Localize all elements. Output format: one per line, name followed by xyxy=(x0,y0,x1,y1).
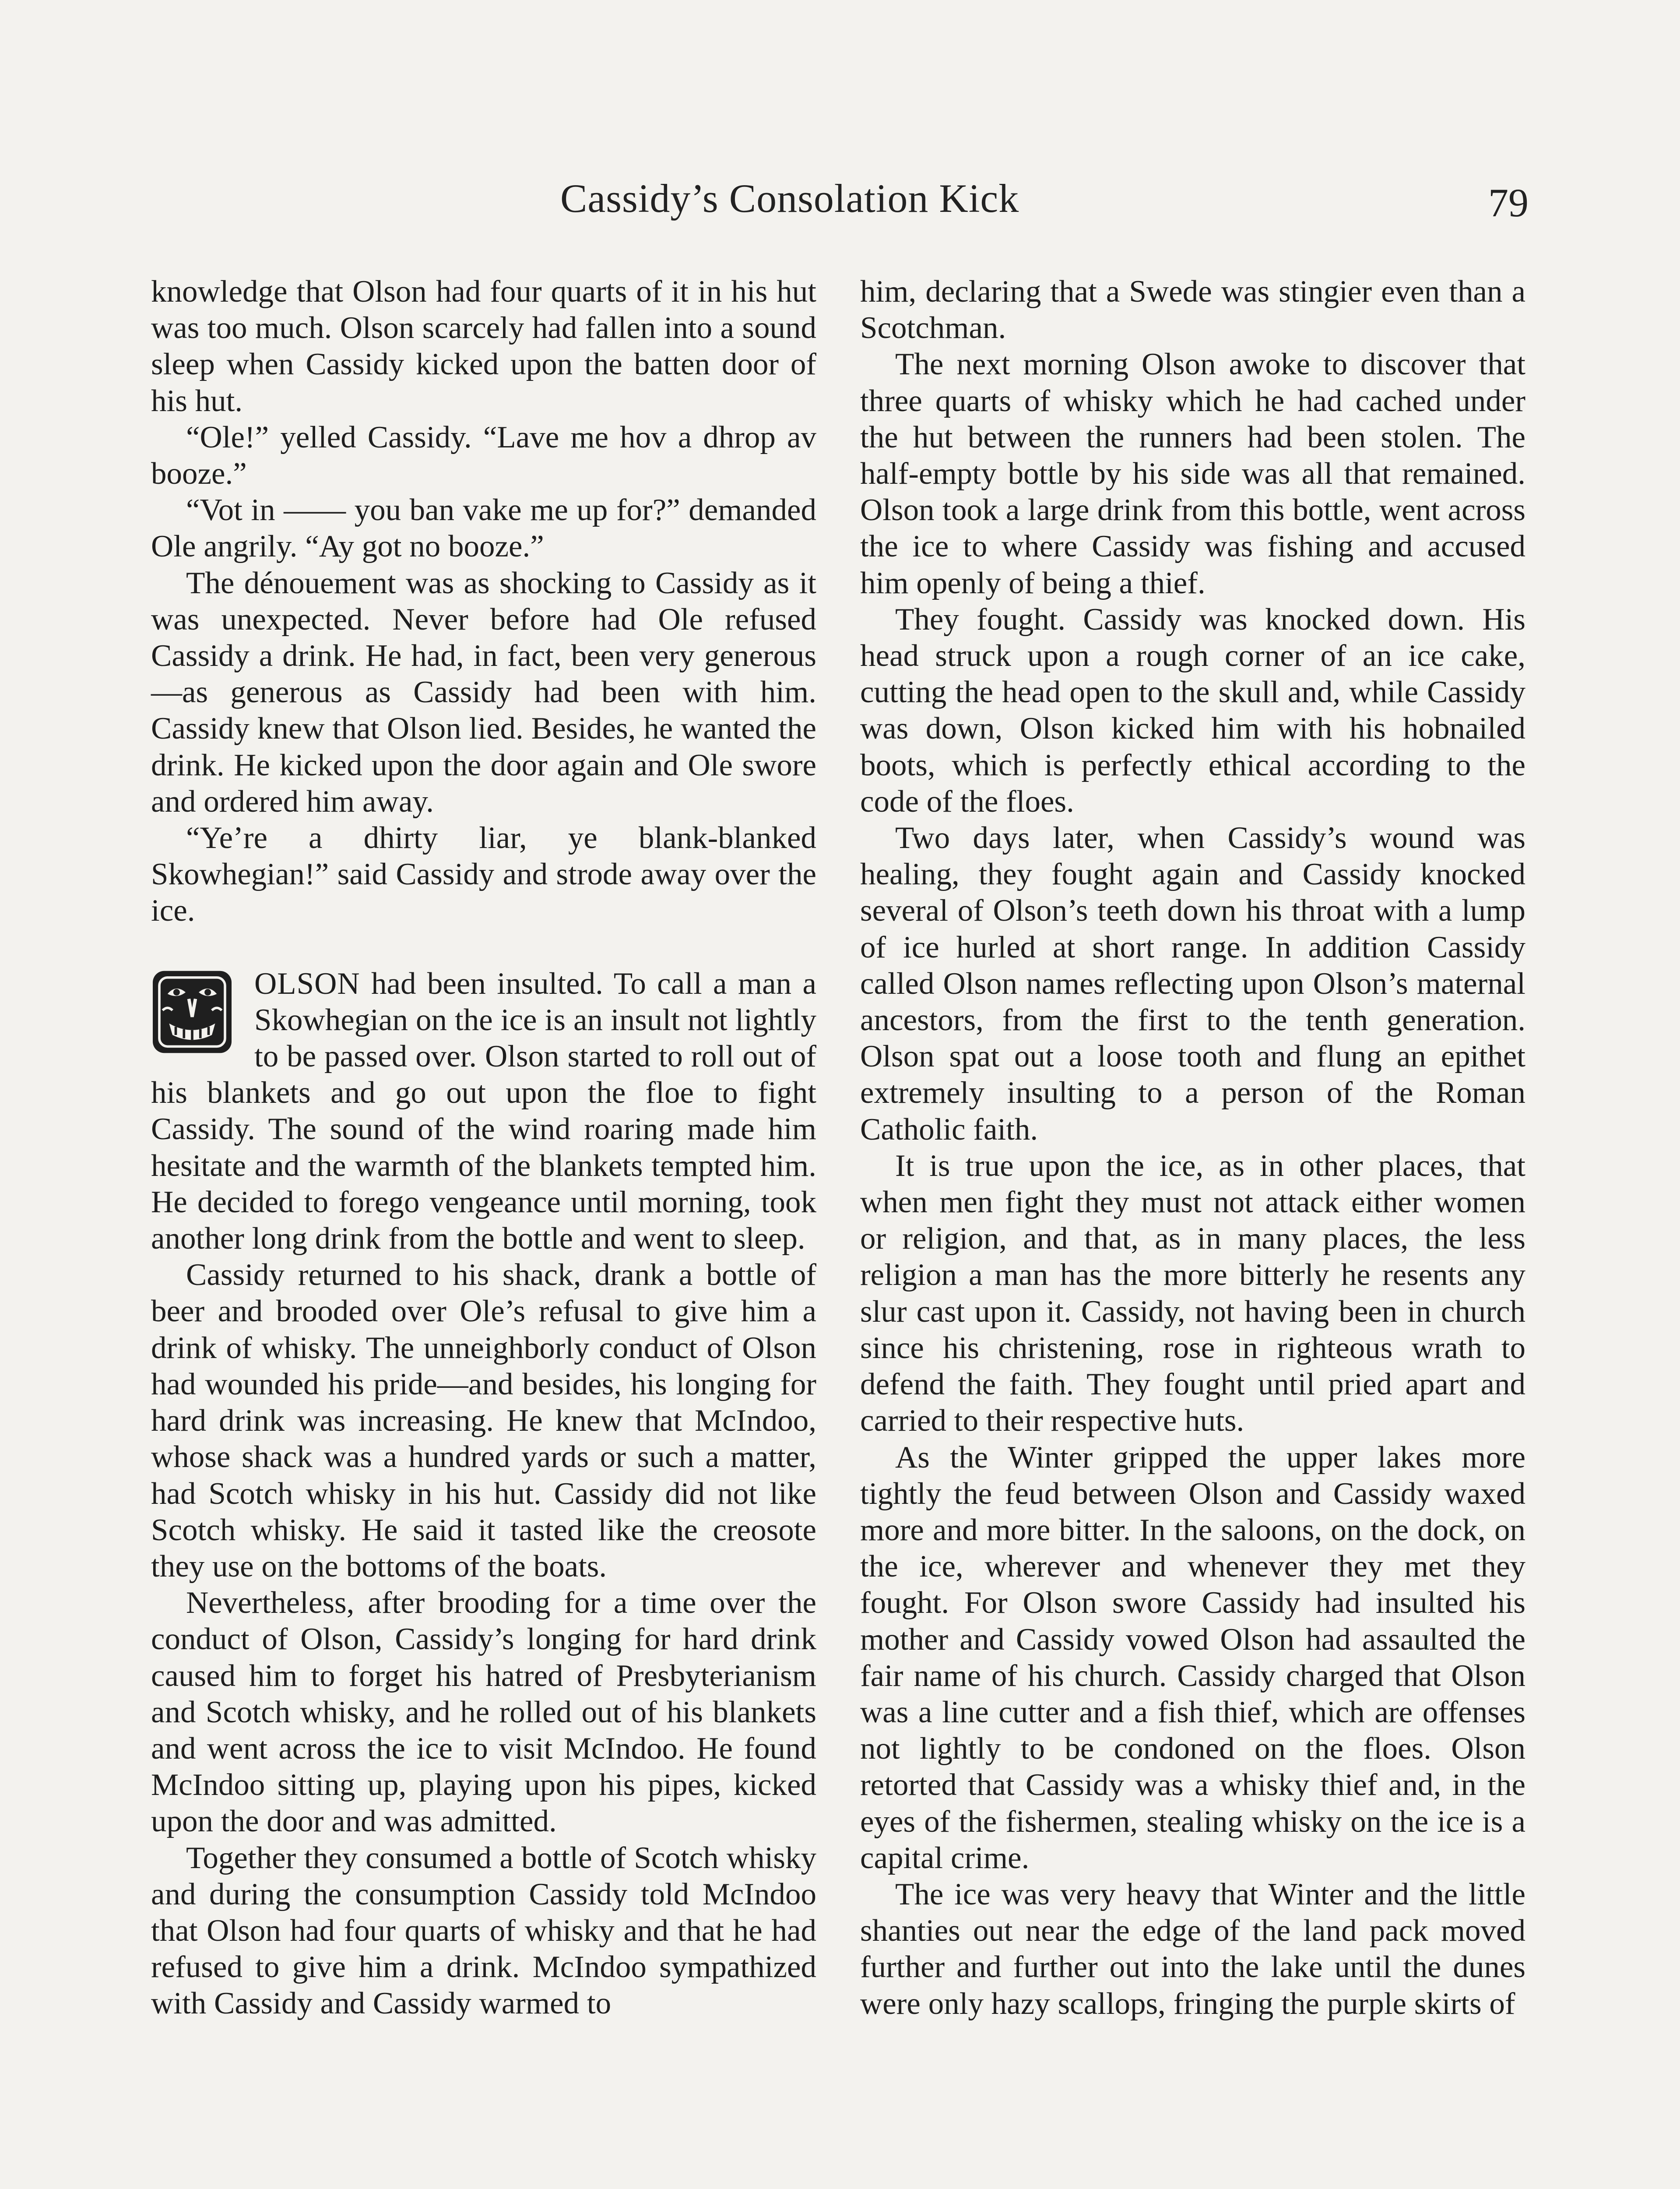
paragraph: Together they consumed a bottle of Scotch whisky and during the consumption Cassidy told McIndoo that Olson had four quarts of whisky and that he had refused to give him a drink. McIndoo sympathized with Cassidy and Cassidy warmed to xyxy=(151,1841,816,2021)
paragraph: him, declaring that a Swede was stingier even than a Scotchman. xyxy=(860,275,1525,345)
paragraph: Cassidy returned to his shack, drank a bottle of beer and brooded over Ole’s refusal to give him a drink of whisky. The unneighborly conduct of Olson had wounded his pride—and besides, his longing for hard drink was increasing. He knew that McIndoo, whose shack was a hundred yards or such a matter, had Scotch whisky in his hut. Cassidy did not like Scotch whisky. He said it tasted like the creosote they use on the bottoms of the boats. xyxy=(151,1258,816,1584)
paragraph: “Ole!” yelled Cassidy. “Lave me hov a dhrop av booze.” xyxy=(151,420,816,491)
paragraph: knowledge that Olson had four quarts of it in his hut was too much. Olson scarcely had fallen into a sound sleep when Cassidy kicked upon the batten door of his hut. xyxy=(151,275,816,418)
paragraph: The next morning Olson awoke to discover that three quarts of whisky which he had cached under the hut between the runners had been stolen. The half-empty bottle by his side was all that remained. Olson took a large drink from this bottle, went across the ice to where Cassidy was fishing and accused him openly of being a thief. xyxy=(860,347,1525,600)
left-column xyxy=(151,274,816,2022)
paragraph: It is true upon the ice, as in other places, that when men fight they must not attack either women or religion, and that, as in many places, the less religion a man has the more bitterly he resents any slur cast upon it. Cassidy, not having been in church since his christening, rose in righteous wrath to defend the faith. They fought until pried apart and carried to their respective huts. xyxy=(860,1148,1525,1438)
right-column xyxy=(860,274,1525,2022)
section-opening xyxy=(151,966,816,1257)
paragraph: Nevertheless, after brooding for a time over the conduct of Olson, Cassidy’s longing for hard drink caused him to forget his hatred of Presbyterianism and Scotch whisky, and he rolled out of his blankets and went across the ice to visit McIndoo. He found McIndoo sitting up, playing upon his pipes, kicked upon the door and was admitted. xyxy=(151,1586,816,1839)
paragraph: They fought. Cassidy was knocked down. His head struck upon a rough corner of an ice cake, cutting the head open to the skull and, while Cassidy was down, Olson kicked him with his hobnailed boots, which is perfectly ethical according to the code of the floes. xyxy=(860,602,1525,819)
totem-face-icon xyxy=(151,969,233,1055)
paragraph-text: had been insulted. To call a man a Skowhegian on the ice is an insult not lightly to be passed over. Olson started to roll out of his blankets and go out upon the floe to fight Cassidy. The sound of the wind roaring made him hesitate and the warmth of the blankets tempted him. He decided to forego vengeance until morning, took another long drink from the bottle and went to sleep. xyxy=(151,966,816,1256)
running-title: Cassidy’s Consolation Kick xyxy=(560,176,1019,221)
drop-lead-word: OLSON xyxy=(254,966,360,1001)
paragraph: As the Winter gripped the upper lakes more tightly the feud between Olson and Cassidy waxed more and more bitter. In the saloons, on the dock, on the ice, wherever and whenever they met they fought. For Olson swore Cassidy had insulted his mother and Cassidy vowed Olson had assaulted the fair name of his church. Cassidy charged that Olson was a line cutter and a fish thief, which are offenses not lightly to be condoned on the floes. Olson retorted that Cassidy was a whisky thief and, in the eyes of the fishermen, stealing whisky on the ice is a capital crime. xyxy=(860,1440,1525,1875)
paragraph: “Vot in —— you ban vake me up for?” demanded Ole angrily. “Ay got no booze.” xyxy=(151,493,816,564)
paragraph xyxy=(151,966,816,1257)
page-number: 79 xyxy=(1488,180,1529,225)
paragraph: The ice was very heavy that Winter and the little shanties out near the edge of the land pack moved further and further out into the lake until the dunes were only hazy scallops, fringing the purple skirts of xyxy=(860,1877,1525,2021)
paragraph: The dénouement was as shocking to Cassidy as it was unexpected. Never before had Ole refused Cassidy a drink. He had, in fact, been very generous—as generous as Cassidy had been with him. Cassidy knew that Olson lied. Besides, he wanted the drink. He kicked upon the door again and Ole swore and ordered him away. xyxy=(151,566,816,819)
paragraph: “Ye’re a dhirty liar, ye blank-blanked Skowhegian!” said Cassidy and strode away over the ice. xyxy=(151,821,816,928)
paragraph: Two days later, when Cassidy’s wound was healing, they fought again and Cassidy knocked several of Olson’s teeth down his throat with a lump of ice hurled at short range. In addition Cassidy called Olson names reflecting upon Olson’s maternal ancestors, from the first to the tenth generation. Olson spat out a loose tooth and flung an epithet extremely insulting to a person of the Roman Catholic faith. xyxy=(860,821,1525,1147)
